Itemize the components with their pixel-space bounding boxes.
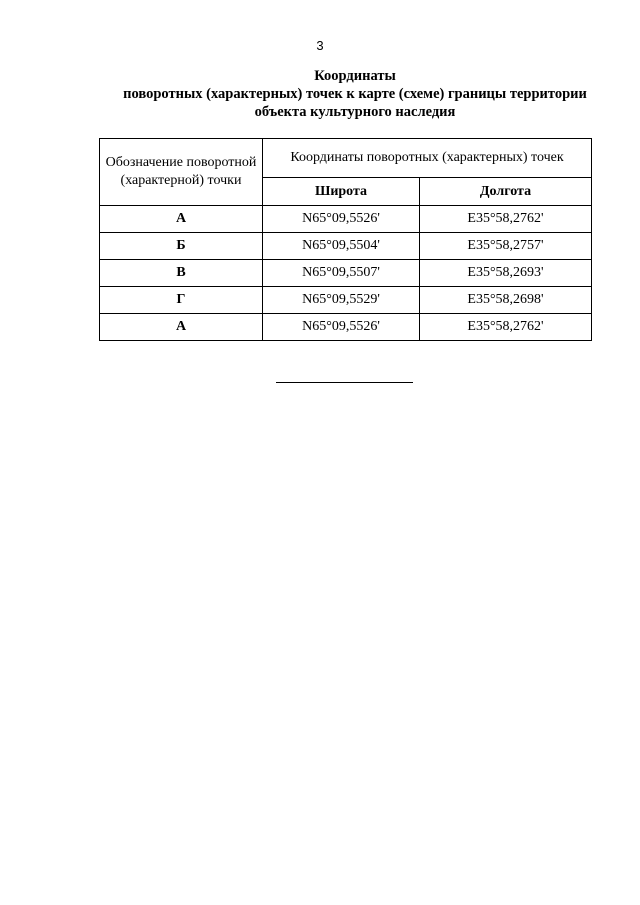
latitude-cell: N65°09,5529' (263, 287, 420, 314)
title-line-3: объекта культурного наследия (254, 104, 456, 120)
longitude-cell: E35°58,2698' (420, 287, 592, 314)
table-row (100, 314, 592, 341)
title-line-1: Координаты (314, 68, 396, 84)
point-label: Г (100, 287, 263, 314)
longitude-cell: E35°58,2693' (420, 260, 592, 287)
header-latitude: Широта (263, 178, 420, 206)
page-number: 3 (316, 38, 324, 53)
latitude-cell: N65°09,5526' (263, 206, 420, 233)
coordinates-table (99, 138, 592, 341)
longitude-cell: E35°58,2762' (420, 314, 592, 341)
table-row (100, 233, 592, 260)
point-label: Б (100, 233, 263, 260)
latitude-cell: N65°09,5526' (263, 314, 420, 341)
latitude-cell: N65°09,5507' (263, 260, 420, 287)
title-line-2: поворотных (характерных) точек к карте (схеме) границы территории (123, 86, 587, 102)
document-title (60, 67, 640, 121)
end-divider-line (276, 382, 413, 383)
latitude-cell: N65°09,5504' (263, 233, 420, 260)
longitude-cell: E35°58,2762' (420, 206, 592, 233)
longitude-cell: E35°58,2757' (420, 233, 592, 260)
table-row (100, 206, 592, 233)
point-label: В (100, 260, 263, 287)
point-label: А (100, 314, 263, 341)
header-coordinates: Координаты поворотных (характерных) точек (263, 139, 592, 178)
header-longitude: Долгота (420, 178, 592, 206)
table-header-row (100, 139, 592, 178)
table-row (100, 260, 592, 287)
header-point-designation: Обозначение поворотной (характерной) точки (100, 139, 263, 206)
table-row (100, 287, 592, 314)
point-label: А (100, 206, 263, 233)
